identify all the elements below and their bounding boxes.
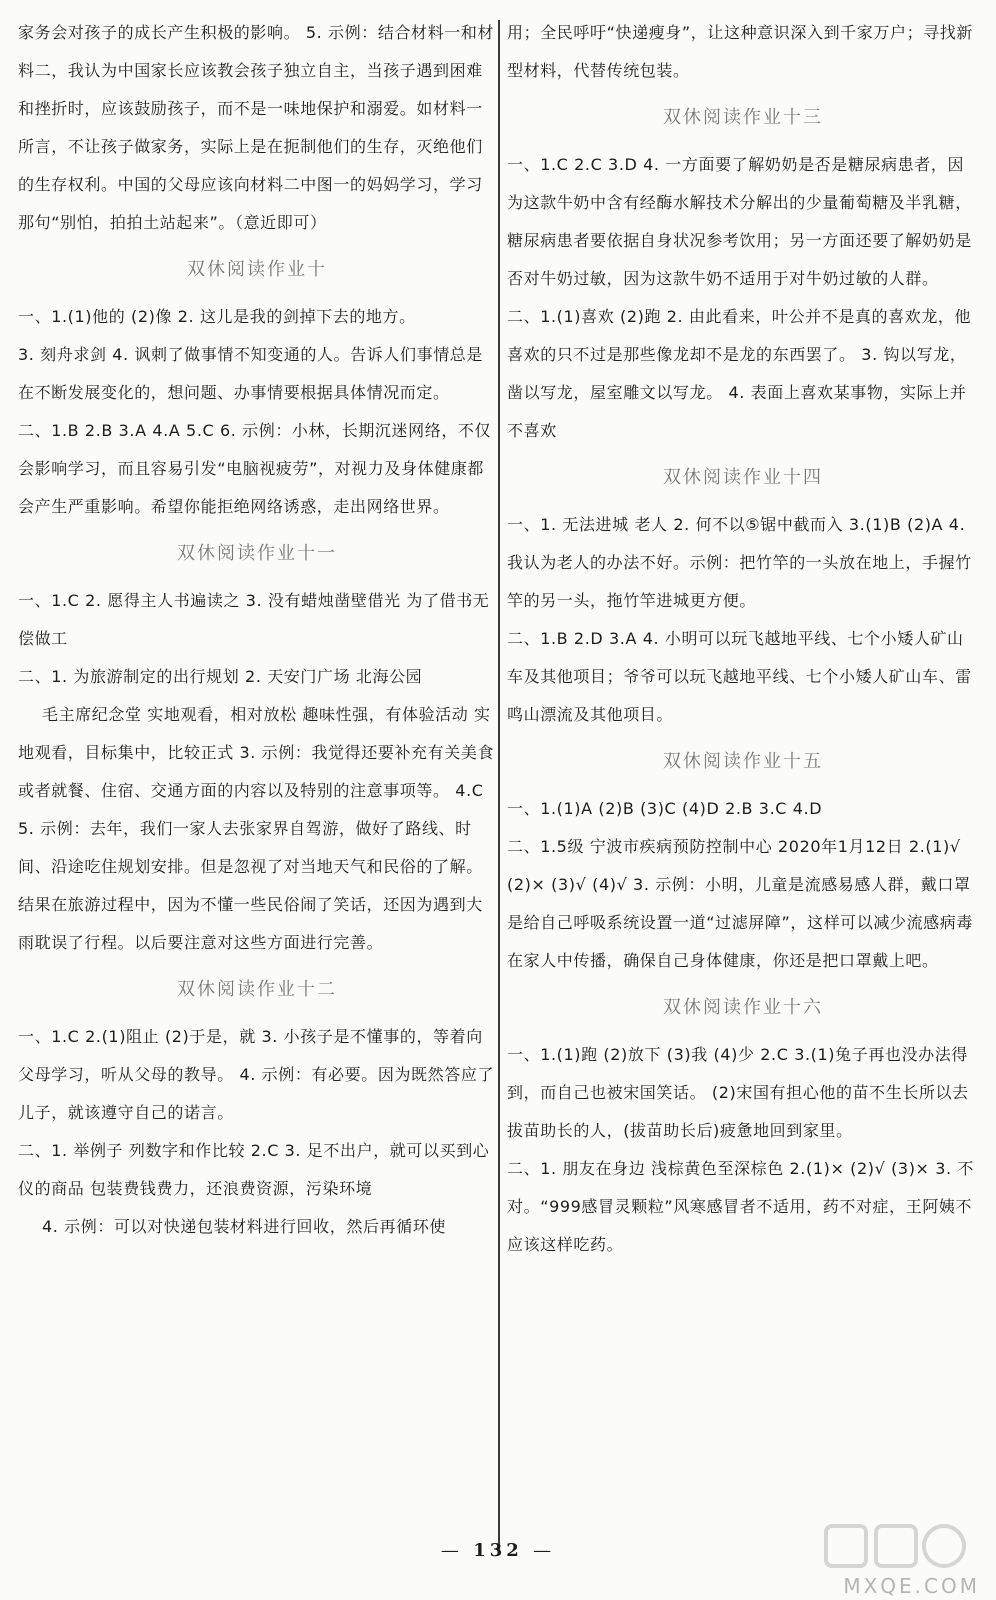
answer-text: 家务会对孩子的成长产生积极的影响。 5. 示例：结合材料一和材料二，我认为中国家长应该教会孩子独立自主，当孩子遇到困难和挫折时，应该鼓励孩子，而不是一味地保护和溺爱。如材料一所言，不让孩子做家务，实际上是在扼制他们的生存，灭绝他们的生存权利。中国的父母应该向材料二中图一的妈妈学习，学习那句“别怕，拍拍土站起来”。（意近即可）: [18, 23, 495, 232]
answer-paragraph: [507, 828, 979, 980]
section-heading-text: 双休阅读作业十六: [663, 997, 823, 1018]
answer-paragraph: [18, 582, 496, 658]
answer-paragraph: [18, 1132, 496, 1208]
answer-text: 二、1.(1)喜欢 (2)跑 2. 由此看来，叶公并不是真的喜欢龙，他喜欢的只不过是那些像龙却不是龙的东西罢了。 3. 钩以写龙，凿以写龙，屋室雕文以写龙。 4. 表面上喜欢某事物，实际上并不喜欢: [507, 307, 972, 440]
section-heading-text: 双休阅读作业十五: [663, 751, 823, 772]
section-heading: [18, 248, 496, 292]
section-heading-text: 双休阅读作业十: [187, 259, 327, 280]
column-divider: [498, 20, 500, 1555]
watermark-text: MXQE.COM: [843, 1574, 980, 1598]
footer-dash-right: —: [533, 1540, 556, 1561]
answer-paragraph: [507, 14, 979, 90]
footer-dash-left: —: [440, 1540, 463, 1561]
answer-text: 一、1.C 2.C 3.D 4. 一方面要了解奶奶是否是糖尿病患者，因为这款牛奶中含有经酶水解技术分解出的少量葡萄糖及半乳糖，糖尿病患者要依据自身状况参考饮用；另一方面还要了解奶奶是否对牛奶过敏，因为这款牛奶不适用于对牛奶过敏的人群。: [507, 155, 972, 288]
answer-text: 二、1. 朋友在身边 浅棕黄色至深棕色 2.(1)× (2)√ (3)× 3. 不对。“999感冒灵颗粒”风寒感冒者不适用，药不对症，王阿姨不应该这样吃药。: [507, 1159, 974, 1254]
answer-text: 二、1. 为旅游制定的出行规划 2. 天安门广场 北海公园: [18, 667, 423, 686]
answer-paragraph: [507, 1150, 979, 1264]
answer-text: 用；全民呼吁“快递瘦身”，让这种意识深入到千家万户；寻找新型材料，代替传统包装。: [507, 23, 973, 80]
answer-text: 一、1.C 2.(1)阻止 (2)于是，就 3. 小孩子是不懂事的，等着向父母学习，听从父母的教导。 4. 示例：有必要。因为既然答应了儿子，就该遵守自己的诺言。: [18, 1027, 495, 1122]
section-heading-text: 双休阅读作业十二: [177, 979, 337, 1000]
answer-paragraph: [18, 1018, 496, 1132]
answer-paragraph: [18, 412, 496, 526]
answer-paragraph: [18, 298, 496, 336]
section-heading-text: 双休阅读作业十四: [663, 467, 823, 488]
answer-text: 一、1.(1)A (2)B (3)C (4)D 2.B 3.C 4.D: [507, 799, 823, 818]
answer-paragraph: [507, 298, 979, 450]
answer-text: 一、1.C 2. 愿得主人书遍读之 3. 没有蜡烛凿壁借光 为了借书无偿做工: [18, 591, 490, 648]
answer-text: 二、1.5级 宁波市疾病预防控制中心 2020年1月12日 2.(1)√ (2)× (3)√ (4)√ 3. 示例：小明，儿童是流感易感人群，戴口罩是给自己呼吸系统设置一道“过滤屏障”，这样可以减少流感病毒在家人中传播，确保自己身体健康，你还是把口罩戴上吧。: [507, 837, 973, 970]
page-number: 132: [473, 1540, 523, 1561]
answer-text: 二、1.B 2.D 3.A 4. 小明可以玩飞越地平线、七个小矮人矿山车及其他项目；爷爷可以玩飞越地平线、七个小矮人矿山车、雷鸣山漂流及其他项目。: [507, 629, 972, 724]
section-heading: [18, 532, 496, 576]
answer-paragraph: [507, 506, 979, 620]
left-column: [18, 14, 496, 1246]
section-heading: [507, 96, 979, 140]
answer-text: 二、1. 举例子 列数字和作比较 2.C 3. 足不出户，就可以买到心仪的商品 包装费钱费力，还浪费资源，污染环境: [18, 1141, 490, 1198]
answer-text: 一、1. 无法进城 老人 2. 何不以⑤锯中截而入 3.(1)B (2)A 4. 我认为老人的办法不好。示例：把竹竿的一头放在地上，手握竹竿的另一头，拖竹竿进城更方便。: [507, 515, 972, 610]
answer-paragraph: [18, 14, 496, 242]
answer-text: 二、1.B 2.B 3.A 4.A 5.C 6. 示例：小林，长期沉迷网络，不仅会影响学习，而且容易引发“电脑视疲劳”，对视力及身体健康都会产生严重影响。希望你能拒绝网络诱惑，走出网络世界。: [18, 421, 492, 516]
right-column: [507, 14, 979, 1264]
answer-text: 3. 刻舟求剑 4. 讽刺了做事情不知变通的人。告诉人们事情总是在不断发展变化的，想问题、办事情要根据具体情况而定。: [18, 345, 483, 402]
section-heading: [18, 968, 496, 1012]
answer-text: 一、1.(1)他的 (2)像 2. 这儿是我的剑掉下去的地方。: [18, 307, 416, 326]
answer-paragraph: [507, 1036, 979, 1150]
section-heading: [507, 456, 979, 500]
answer-text: 毛主席纪念堂 实地观看，相对放松 趣味性强，有体验活动 实地观看，目标集中，比较正式 3. 示例：我觉得还要补充有关美食或者就餐、住宿、交通方面的内容以及特别的注意事项等。 4.C 5. 示例：去年，我们一家人去张家界自驾游，做好了路线、时间、沿途吃住规划安排。但是忽视了对当地天气和民俗的了解。结果在旅游过程中，因为不懂一些民俗闹了笑话，还因为遇到大雨耽误了行程。以后要注意对这些方面进行完善。: [18, 705, 495, 952]
section-heading: [507, 740, 979, 784]
answer-paragraph: [18, 336, 496, 412]
answer-paragraph: [507, 790, 979, 828]
section-heading-text: 双休阅读作业十一: [177, 543, 337, 564]
answer-paragraph: [18, 658, 496, 696]
answer-paragraph: [18, 1208, 496, 1246]
answer-text: 4. 示例：可以对快递包装材料进行回收，然后再循环使: [42, 1217, 446, 1236]
answer-paragraph: [18, 696, 496, 962]
answer-text: 一、1.(1)跑 (2)放下 (3)我 (4)少 2.C 3.(1)兔子再也没办法得到，而自己也被宋国笑话。 (2)宋国有担心他的苗不生长所以去拔苗助长的人，(拔苗助长后)疲惫地回到家里。: [507, 1045, 969, 1140]
section-heading-text: 双休阅读作业十三: [663, 107, 823, 128]
section-heading: [507, 986, 979, 1030]
answer-paragraph: [507, 620, 979, 734]
answer-paragraph: [507, 146, 979, 298]
